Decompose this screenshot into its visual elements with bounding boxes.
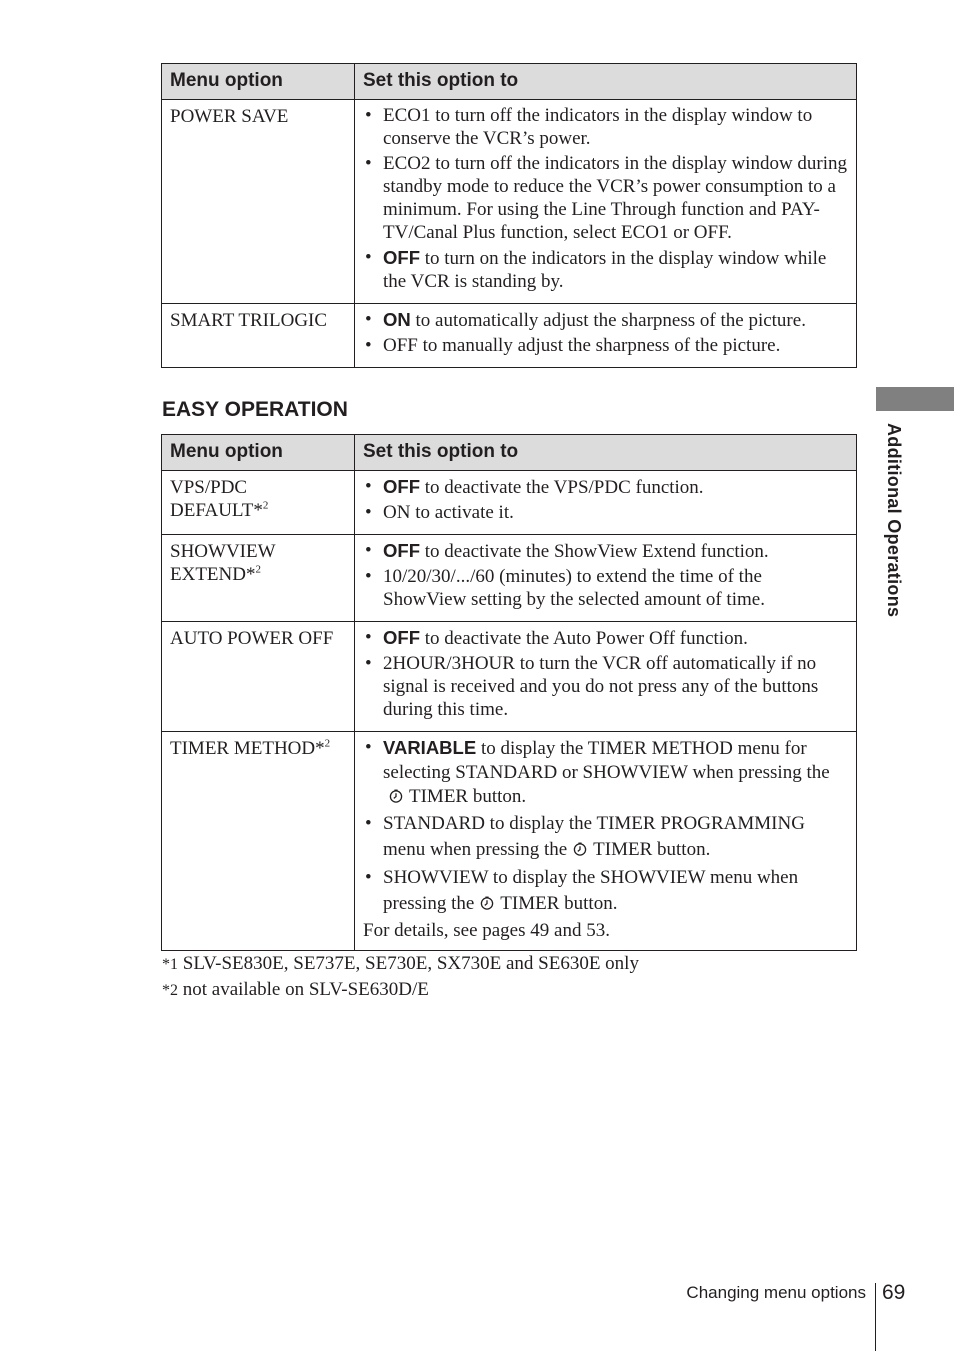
page-number: 69 <box>882 1281 906 1304</box>
footnote-1 <box>162 952 639 976</box>
bullet-item <box>363 811 848 863</box>
bullet-item <box>363 865 848 917</box>
col-header-menu-option: Menu option <box>162 435 355 471</box>
bullet-text: STANDARD to display the TIMER PROGRAMMING menu when pressing the <box>383 813 805 860</box>
timer-icon <box>480 896 494 910</box>
bullet-tail: TIMER button. <box>593 839 711 860</box>
col-header-set-option: Set this option to <box>355 435 857 471</box>
footnote-text: not available on SLV-SE630D/E <box>182 979 429 1000</box>
bullet-tail: TIMER button. <box>500 893 618 914</box>
table-header-row <box>162 435 857 471</box>
bullet-item <box>363 736 848 809</box>
table-row <box>162 732 857 951</box>
bullet-text: SHOWVIEW to display the SHOWVIEW menu when pressing the <box>383 867 799 914</box>
option-description <box>355 304 857 368</box>
bullet-tail: TIMER button. <box>409 786 527 807</box>
keyword: OFF <box>383 540 420 561</box>
option-description <box>355 732 857 951</box>
footnote-ref: 2 <box>262 499 269 512</box>
keyword: VARIABLE <box>383 737 477 758</box>
table-header-row <box>162 64 857 100</box>
bullet-item <box>363 308 848 332</box>
footnote-ref: 2 <box>255 563 261 576</box>
table-row <box>162 304 857 368</box>
footnote-text: SLV-SE830E, SE737E, SE730E, SX730E and SE630E only <box>182 953 639 974</box>
keyword: OFF <box>383 476 420 497</box>
keyword: OFF <box>383 627 420 648</box>
bullet-item: • ECO2 to turn off the indicators in the display window during standby mode to reduce the VCR’s power consumption to a minimum. For using the Line Through function and PAY-TV/Canal Plus function, select ECO1 or OFF. <box>363 152 848 244</box>
footer-label: Changing menu options <box>686 1283 866 1302</box>
option-label: SHOWVIEW EXTEND* <box>170 541 276 585</box>
bullet-text: to automatically adjust the sharpness of the picture. <box>410 310 806 331</box>
option-power-save: POWER SAVE <box>162 100 355 304</box>
bullet-item: • 2HOUR/3HOUR to turn the VCR off automatically if no signal is received and you do not press any of the buttons during this time. <box>363 652 848 721</box>
bullet-item: • 10/20/30/.../60 (minutes) to extend the time of the ShowView setting by the selected amount of time. <box>363 565 848 611</box>
section-tab-marker <box>876 387 954 411</box>
option-timer-method <box>162 732 355 951</box>
option-label: TIMER METHOD* <box>170 738 325 759</box>
details-note: For details, see pages 49 and 53. <box>363 920 610 941</box>
bullet-text: to display the TIMER METHOD menu for selecting STANDARD or SHOWVIEW when pressing the <box>383 738 830 783</box>
option-description <box>355 622 857 732</box>
footer-divider <box>875 1283 876 1351</box>
bullet-text: to deactivate the ShowView Extend function. <box>420 541 769 562</box>
bullet-text: to deactivate the Auto Power Off function. <box>420 628 748 649</box>
option-smart-trilogic: SMART TRILOGIC <box>162 304 355 368</box>
bullet-item <box>363 626 848 650</box>
option-description <box>355 471 857 535</box>
option-label: VPS/PDC DEFAULT* <box>170 477 263 521</box>
footnote-2 <box>162 978 429 1002</box>
section-tab-label: Additional Operations <box>884 423 904 618</box>
bullet-text: to turn on the indicators in the display window while the VCR is standing by. <box>383 248 827 292</box>
timer-icon <box>573 842 587 856</box>
bullet-item <box>363 246 848 293</box>
option-description <box>355 535 857 622</box>
table-row <box>162 471 857 535</box>
table-row <box>162 100 857 304</box>
option-auto-power-off: AUTO POWER OFF <box>162 622 355 732</box>
bullet-item: • ON to activate it. <box>363 501 848 524</box>
table-row <box>162 622 857 732</box>
bullet-item <box>363 475 848 499</box>
timer-icon <box>389 789 403 803</box>
footnote-mark: *2 <box>162 982 178 999</box>
bullet-item <box>363 539 848 563</box>
col-header-menu-option: Menu option <box>162 64 355 100</box>
col-header-set-option: Set this option to <box>355 64 857 100</box>
bullet-item: • OFF to manually adjust the sharpness of the picture. <box>363 334 848 357</box>
option-description <box>355 100 857 304</box>
option-vps-pdc-default <box>162 471 355 535</box>
menu-options-table-1 <box>161 63 857 368</box>
footnote-mark: *1 <box>162 956 178 973</box>
table-row <box>162 535 857 622</box>
menu-options-table-2 <box>161 434 857 951</box>
keyword: OFF <box>383 247 420 268</box>
option-showview-extend <box>162 535 355 622</box>
bullet-item: • ECO1 to turn off the indicators in the display window to conserve the VCR’s power. <box>363 104 848 150</box>
section-title: EASY OPERATION <box>162 398 348 421</box>
footnote-ref: 2 <box>324 737 331 750</box>
bullet-text: to deactivate the VPS/PDC function. <box>420 477 704 498</box>
keyword: ON <box>383 309 411 330</box>
